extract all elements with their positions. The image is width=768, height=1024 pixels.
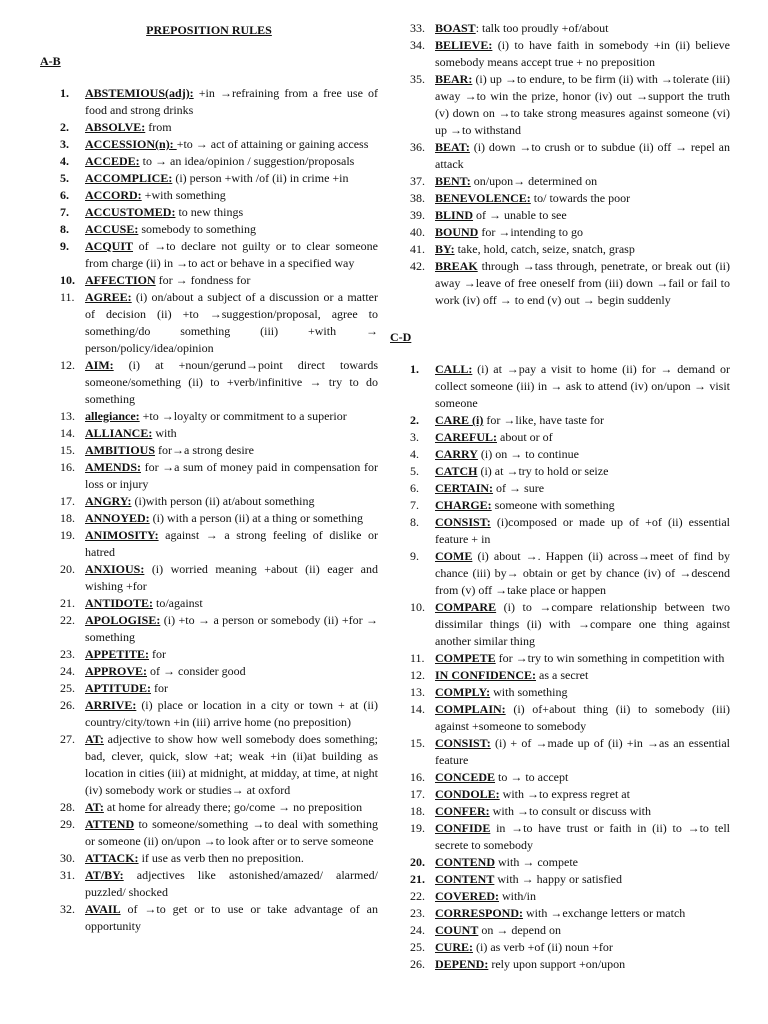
rule-item	[40, 204, 378, 221]
rule-keyword: CHARGE:	[435, 498, 492, 512]
rule-keyword: ANNOYED:	[85, 511, 150, 525]
rule-definition: to/ towards the poor	[530, 191, 631, 205]
rule-number: 20.	[410, 855, 425, 869]
rule-definition: (i) + of →made up of (ii) +in →as an essential feature	[435, 736, 730, 767]
rule-item	[390, 139, 730, 173]
rule-keyword: CONFER:	[435, 804, 490, 818]
rule-keyword: CAREFUL:	[435, 430, 497, 444]
rule-keyword: ANXIOUS:	[85, 562, 145, 576]
rule-keyword: CONTENT	[435, 872, 495, 886]
rule-item	[40, 170, 378, 187]
rule-item	[390, 769, 730, 786]
rule-number: 15.	[60, 443, 75, 457]
left-column	[40, 20, 378, 935]
rule-keyword: APPROVE:	[85, 664, 147, 678]
document-title: PREPOSITION RULES	[146, 23, 272, 37]
rule-definition: to → an idea/opinion / suggestion/proposals	[139, 154, 355, 168]
rule-number: 7.	[410, 498, 419, 512]
rule-definition: for → fondness for	[155, 273, 251, 287]
rule-definition: for →try to win something in competition with	[495, 651, 725, 665]
rule-list-a-b-continued	[390, 20, 730, 309]
rule-number: 11.	[410, 651, 425, 665]
rule-keyword: ARRIVE:	[85, 698, 137, 712]
rule-number: 13.	[410, 685, 425, 699]
rule-keyword: ABSTEMIOUS(adj):	[85, 86, 194, 100]
rule-item	[40, 357, 378, 408]
rule-keyword: APPETITE:	[85, 647, 150, 661]
rule-definition: (i) at →try to hold or seize	[477, 464, 609, 478]
rule-item	[390, 939, 730, 956]
rule-item	[40, 612, 378, 646]
rule-number: 17.	[60, 494, 75, 508]
rule-keyword: AGREE:	[85, 290, 132, 304]
rule-number: 14.	[60, 426, 75, 440]
rule-number: 19.	[410, 821, 425, 835]
rule-number: 16.	[410, 770, 425, 784]
rule-item	[390, 429, 730, 446]
rule-number: 6.	[60, 188, 69, 202]
rule-keyword: ANGRY:	[85, 494, 132, 508]
rule-keyword: AMENDS:	[85, 460, 141, 474]
rule-definition: to → to accept	[495, 770, 569, 784]
rule-definition: with →to consult or discuss with	[489, 804, 652, 818]
rule-item	[390, 548, 730, 599]
rule-number: 37.	[410, 174, 425, 188]
rule-item	[40, 136, 378, 153]
rule-number: 8.	[60, 222, 69, 236]
rule-number: 10.	[410, 600, 425, 614]
section-heading-c-d: C-D	[390, 330, 412, 344]
rule-item	[40, 510, 378, 527]
rule-definition: somebody to something	[138, 222, 257, 236]
rule-item	[40, 731, 378, 799]
rule-keyword: allegiance:	[85, 409, 140, 423]
rule-definition: rely upon support +on/upon	[488, 957, 626, 971]
rule-number: 24.	[60, 664, 75, 678]
rule-keyword: ACCUSTOMED:	[85, 205, 176, 219]
rule-item	[40, 238, 378, 272]
rule-item	[40, 697, 378, 731]
rule-keyword: COMPETE	[435, 651, 496, 665]
rule-number: 10.	[60, 273, 75, 287]
rule-number: 42.	[410, 259, 425, 273]
rule-item	[390, 37, 730, 71]
rule-item	[390, 224, 730, 241]
rule-definition: for →a sum of money paid in compensation for loss or injury	[85, 460, 378, 491]
rule-keyword: AVAIL	[85, 902, 121, 916]
rule-item	[390, 701, 730, 735]
rule-item	[40, 850, 378, 867]
rule-keyword: BELIEVE:	[435, 38, 493, 52]
rule-keyword: BENT:	[435, 174, 471, 188]
rule-keyword: APOLOGISE:	[85, 613, 161, 627]
rule-definition: (i) on → to continue	[477, 447, 579, 461]
rule-number: 5.	[60, 171, 69, 185]
rule-definition: (i) person +with /of (ii) in crime +in	[172, 171, 349, 185]
rule-item	[40, 442, 378, 459]
rule-number: 4.	[60, 154, 69, 168]
rule-item	[390, 463, 730, 480]
rule-definition: with → happy or satisfied	[494, 872, 622, 886]
rule-definition: for	[151, 681, 169, 695]
rule-number: 12.	[60, 358, 75, 372]
rule-definition: of →to get or to use or take advantage of an opportunity	[85, 902, 378, 933]
rule-keyword: ACCOMPLICE:	[85, 171, 173, 185]
rule-definition: through →tass through, penetrate, or break out (ii) away →leave of free oneself from (iii) down →fail or fail to work (iv) off → to end (v) out → begin suddenly	[435, 259, 730, 307]
rule-number: 29.	[60, 817, 75, 831]
rule-number: 22.	[60, 613, 75, 627]
rule-number: 23.	[410, 906, 425, 920]
rule-definition: (i) of+about thing (ii) to somebody (iii) against +someone to somebody	[435, 702, 730, 733]
rule-number: 16.	[60, 460, 75, 474]
rule-keyword: ACCEDE:	[85, 154, 140, 168]
rule-number: 33.	[410, 21, 425, 35]
rule-number: 2.	[60, 120, 69, 134]
rule-keyword: ACQUIT	[85, 239, 134, 253]
rule-item	[390, 667, 730, 684]
rule-number: 17.	[410, 787, 425, 801]
rule-definition: in →to have trust or faith in (ii) to →to tell secrete to somebody	[435, 821, 730, 852]
section-spacer	[390, 309, 730, 329]
rule-keyword: CONFIDE	[435, 821, 491, 835]
rule-definition: on → depend on	[478, 923, 561, 937]
rule-keyword: BOAST	[435, 21, 476, 35]
rule-definition: (i) down →to crush or to subdue (ii) off → repel an attack	[435, 140, 730, 171]
rule-definition: : talk too proudly +of/about	[475, 21, 609, 35]
rule-number: 25.	[60, 681, 75, 695]
rule-number: 9.	[410, 549, 419, 563]
rule-keyword: BEAR:	[435, 72, 473, 86]
rule-keyword: CONDOLE:	[435, 787, 500, 801]
rule-definition: on/upon→ determined on	[470, 174, 598, 188]
rule-definition: for→a strong desire	[155, 443, 254, 457]
rule-item	[390, 684, 730, 701]
rule-keyword: ALLIANCE:	[85, 426, 153, 440]
rule-list-c-d	[390, 361, 730, 973]
rule-item	[40, 561, 378, 595]
rule-number: 21.	[410, 872, 425, 886]
rule-number: 23.	[60, 647, 75, 661]
rule-item	[390, 258, 730, 309]
rule-definition: adjective to show how well somebody does something; bad, clever, quick, slow +at; weak +in (ii)at building as location in cities (iii) at midnight, at midday, at time, at night (iv) somebody work or studies→ at oxford	[85, 732, 378, 797]
rule-keyword: BREAK	[435, 259, 478, 273]
rule-item	[390, 599, 730, 650]
rule-keyword: BEAT:	[435, 140, 470, 154]
rule-keyword: AIM:	[85, 358, 114, 372]
right-column	[390, 20, 730, 973]
rule-number: 27.	[60, 732, 75, 746]
rule-definition: about or of	[497, 430, 553, 444]
rule-definition: from	[145, 120, 172, 134]
rule-keyword: AFFECTION	[85, 273, 156, 287]
rule-item	[390, 854, 730, 871]
rule-definition: with →to express regret at	[499, 787, 630, 801]
rule-definition: against → a strong feeling of dislike or hatred	[85, 528, 378, 559]
rule-number: 31.	[60, 868, 75, 882]
rule-item	[390, 922, 730, 939]
rule-number: 6.	[410, 481, 419, 495]
rule-number: 28.	[60, 800, 75, 814]
rule-number: 30.	[60, 851, 75, 865]
rule-item	[40, 272, 378, 289]
rule-item	[40, 901, 378, 935]
rule-keyword: ABSOLVE:	[85, 120, 146, 134]
rule-item	[390, 905, 730, 922]
rule-item	[40, 119, 378, 136]
rule-number: 36.	[410, 140, 425, 154]
rule-definition: if use as verb then no preposition.	[138, 851, 304, 865]
rule-definition: (i)composed or made up of +of (ii) essential feature + in	[435, 515, 730, 546]
rule-definition: (i) about →. Happen (ii) across→meet of find by chance (iii) by→ obtain or get by chance (iv) of →descend from (v) off →take place or happen	[435, 549, 730, 597]
rule-number: 19.	[60, 528, 75, 542]
rule-item	[390, 786, 730, 803]
rule-item	[390, 888, 730, 905]
rule-item	[390, 173, 730, 190]
rule-definition: (i) +to → a person or somebody (ii) +for → something	[85, 613, 378, 644]
rule-definition: take, hold, catch, seize, snatch, grasp	[454, 242, 635, 256]
rule-item	[390, 20, 730, 37]
rule-keyword: COMPARE	[435, 600, 497, 614]
rule-number: 7.	[60, 205, 69, 219]
rule-number: 22.	[410, 889, 425, 903]
rule-number: 1.	[60, 86, 69, 100]
rule-definition: +to →loyalty or commitment to a superior	[139, 409, 347, 423]
rule-number: 18.	[410, 804, 425, 818]
rule-item	[40, 595, 378, 612]
rule-keyword: ACCUSE:	[85, 222, 139, 236]
rule-keyword: CALL:	[435, 362, 473, 376]
rule-keyword: CONSIST:	[435, 736, 491, 750]
rule-number: 41.	[410, 242, 425, 256]
rule-definition: for →intending to go	[478, 225, 583, 239]
rule-item	[390, 446, 730, 463]
rule-keyword: ACCESSION(n):	[85, 137, 177, 151]
rule-number: 13.	[60, 409, 75, 423]
rule-item	[40, 867, 378, 901]
rule-keyword: COUNT	[435, 923, 479, 937]
rule-definition: to new things	[175, 205, 244, 219]
rule-definition: +in →refraining from a free use of food and strong drinks	[85, 86, 378, 117]
rule-definition: (i) on/about a subject of a discussion or a matter of decision (ii) +to →suggestion/proposal, agree to something/do something (iii) +with → person/policy/idea/opinion	[85, 290, 378, 355]
rule-keyword: CONTEND	[435, 855, 496, 869]
rule-number: 21.	[60, 596, 75, 610]
rule-keyword: COMPLAIN:	[435, 702, 506, 716]
rule-number: 5.	[410, 464, 419, 478]
rule-keyword: CORRESPOND:	[435, 906, 524, 920]
rule-keyword: ACCORD:	[85, 188, 142, 202]
rule-definition: (i) at +noun/gerund→point direct towards someone/something (ii) to +verb/infinitive → try to do something	[85, 358, 378, 406]
rule-number: 12.	[410, 668, 425, 682]
rule-item	[390, 412, 730, 429]
rule-item	[40, 85, 378, 119]
rule-keyword: CATCH	[435, 464, 478, 478]
rule-item	[390, 207, 730, 224]
rule-number: 26.	[60, 698, 75, 712]
rule-item	[40, 646, 378, 663]
rule-definition: with something	[490, 685, 568, 699]
rule-item	[40, 289, 378, 357]
rule-definition: (i) at →pay a visit to home (ii) for → demand or collect someone (iii) in → ask to attend (iv) on/upon → visit someone	[435, 362, 730, 410]
rule-keyword: ATTEND	[85, 817, 135, 831]
rule-number: 40.	[410, 225, 425, 239]
rule-definition: +to → act of attaining or gaining access	[176, 137, 369, 151]
rule-keyword: ANIMOSITY:	[85, 528, 159, 542]
rule-definition: adjectives like astonished/amazed/ alarmed/ puzzled/ shocked	[85, 868, 378, 899]
rule-item	[40, 425, 378, 442]
rule-number: 35.	[410, 72, 425, 86]
rule-keyword: AT:	[85, 732, 104, 746]
rule-item	[390, 190, 730, 207]
rule-item	[390, 241, 730, 258]
rule-keyword: DEPEND:	[435, 957, 489, 971]
rule-item	[390, 735, 730, 769]
rule-definition: with → compete	[495, 855, 578, 869]
rule-item	[40, 680, 378, 697]
rule-number: 15.	[410, 736, 425, 750]
rule-keyword: COME	[435, 549, 473, 563]
rule-definition: (i) as verb +of (ii) noun +for	[473, 940, 613, 954]
rule-definition: to someone/something →to deal with something or someone (ii) on/upon →to look after or to serve someone	[85, 817, 378, 848]
rule-number: 4.	[410, 447, 419, 461]
rule-number: 20.	[60, 562, 75, 576]
rule-item	[390, 361, 730, 412]
rule-item	[40, 527, 378, 561]
rule-item	[390, 650, 730, 667]
rule-definition: (i)with person (ii) at/about something	[131, 494, 315, 508]
rule-item	[40, 493, 378, 510]
rule-item	[390, 480, 730, 497]
rule-keyword: CURE:	[435, 940, 473, 954]
rule-number: 24.	[410, 923, 425, 937]
rule-number: 8.	[410, 515, 419, 529]
rule-definition: +with something	[141, 188, 226, 202]
rule-number: 26.	[410, 957, 425, 971]
rule-keyword: BOUND	[435, 225, 479, 239]
rule-keyword: CARRY	[435, 447, 478, 461]
rule-number: 3.	[410, 430, 419, 444]
rule-definition: (i) with a person (ii) at a thing or something	[149, 511, 363, 525]
rule-definition: with	[152, 426, 177, 440]
rule-keyword: BLIND	[435, 208, 474, 222]
rule-item	[390, 497, 730, 514]
rule-keyword: BENEVOLENCE:	[435, 191, 531, 205]
rule-definition: (i) up →to endure, to be firm (ii) with →tolerate (iii) away →to win the prize, honor (iv) out →support the truth (v) down on →to take strong measures against someone (vi) up →to withstand	[435, 72, 730, 137]
rule-keyword: APTITUDE:	[85, 681, 152, 695]
rule-number: 32.	[60, 902, 75, 916]
section-heading-a-b: A-B	[40, 54, 61, 68]
rule-item	[40, 153, 378, 170]
rule-keyword: AT:	[85, 800, 104, 814]
rule-keyword: IN CONFIDENCE:	[435, 668, 537, 682]
rule-number: 11.	[60, 290, 75, 304]
rule-number: 2.	[410, 413, 419, 427]
rule-definition: with →exchange letters or match	[523, 906, 686, 920]
rule-keyword: CARE (i)	[435, 413, 484, 427]
rule-number: 14.	[410, 702, 425, 716]
rule-item	[40, 221, 378, 238]
rule-definition: of → unable to see	[473, 208, 567, 222]
rule-definition: (i) to →compare relationship between two dissimilar things (ii) with →compare one thing against another similar thing	[435, 600, 730, 648]
rule-definition: with/in	[499, 889, 537, 903]
rule-item	[40, 799, 378, 816]
rule-keyword: BY:	[435, 242, 455, 256]
rule-number: 39.	[410, 208, 425, 222]
rule-item	[390, 514, 730, 548]
rule-keyword: AT/BY:	[85, 868, 124, 882]
rule-definition: of → consider good	[147, 664, 246, 678]
rule-definition: (i) place or location in a city or town + at (ii) country/city/town +in (iii) arrive home (no preposition)	[85, 698, 378, 729]
rule-definition: for	[149, 647, 167, 661]
rule-list-a-b	[40, 85, 378, 935]
rule-definition: at home for already there; go/come → no preposition	[103, 800, 363, 814]
rule-number: 3.	[60, 137, 69, 151]
rule-definition: for →like, have taste for	[483, 413, 604, 427]
rule-definition: (i) to have faith in somebody +in (ii) believe somebody means accept true + no preposition	[435, 38, 730, 69]
rule-item	[390, 820, 730, 854]
rule-definition: someone with something	[491, 498, 615, 512]
rule-number: 1.	[410, 362, 419, 376]
rule-number: 18.	[60, 511, 75, 525]
rule-item	[390, 871, 730, 888]
rule-keyword: AMBITIOUS	[85, 443, 156, 457]
rule-item	[390, 956, 730, 973]
rule-item	[390, 71, 730, 139]
rule-item	[40, 663, 378, 680]
rule-keyword: CERTAIN:	[435, 481, 494, 495]
rule-keyword: CONSIST:	[435, 515, 491, 529]
rule-number: 25.	[410, 940, 425, 954]
rule-number: 34.	[410, 38, 425, 52]
rule-definition: to/against	[153, 596, 203, 610]
rule-definition: (i) worried meaning +about (ii) eager and wishing +for	[85, 562, 378, 593]
rule-definition: as a secret	[536, 668, 589, 682]
rule-keyword: COMPLY:	[435, 685, 491, 699]
rule-keyword: ATTACK:	[85, 851, 139, 865]
rule-keyword: ANTIDOTE:	[85, 596, 154, 610]
rule-definition: of → sure	[493, 481, 545, 495]
rule-item	[390, 803, 730, 820]
rule-item	[40, 408, 378, 425]
rule-keyword: COVERED:	[435, 889, 500, 903]
rule-keyword: CONCEDE	[435, 770, 496, 784]
rule-number: 38.	[410, 191, 425, 205]
rule-item	[40, 459, 378, 493]
rule-item	[40, 816, 378, 850]
rule-number: 9.	[60, 239, 69, 253]
rule-item	[40, 187, 378, 204]
rule-definition: of →to declare not guilty or to clear someone from charge (ii) in →to act or behave in a specified way	[85, 239, 378, 270]
